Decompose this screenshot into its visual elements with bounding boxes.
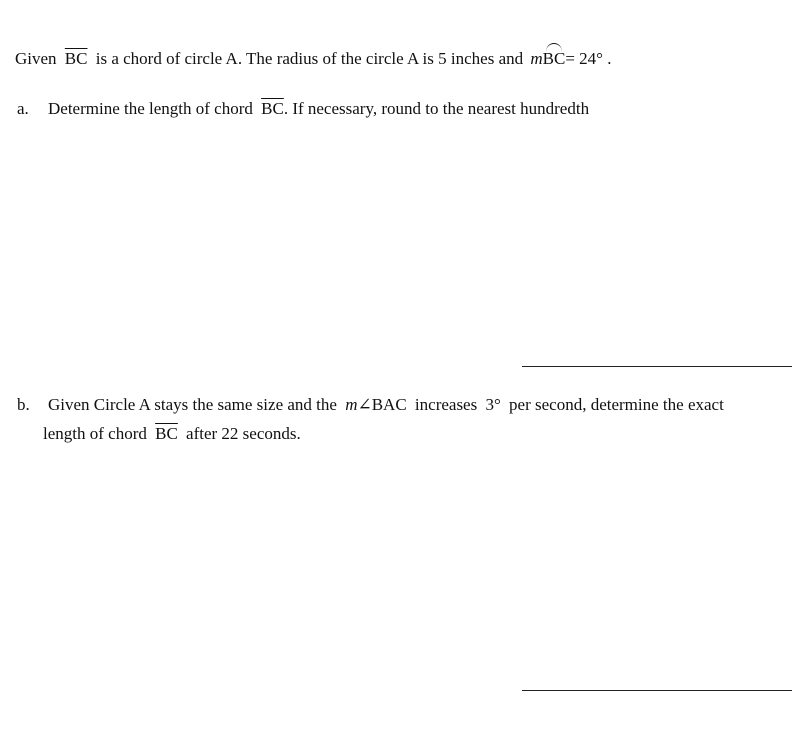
arc-value: = 24° .: [565, 49, 612, 68]
chord-bc: $\overline{BC}$: [155, 424, 178, 443]
problem-statement: [15, 49, 611, 69]
question-b-line2-end: after 22 seconds.: [186, 424, 301, 443]
arc-bc: BC: [542, 49, 566, 68]
intro-text: is a chord of circle A. The radius of the circle A is 5 inches and: [95, 49, 524, 68]
chord-bc: $\overline{BC}$: [261, 99, 284, 118]
measure-m: m: [345, 395, 358, 414]
question-b-label: b.: [17, 395, 30, 414]
question-a-text: Determine the length of chord: [48, 99, 253, 118]
chord-bc: $\overline{BC}$: [64, 49, 88, 68]
question-a-label: a.: [17, 99, 29, 118]
angle-bac: ∠BAC: [357, 395, 407, 414]
question-b-line1: [17, 395, 724, 415]
rate-value: 3°: [485, 395, 501, 414]
given-word: Given: [15, 49, 57, 68]
question-b-text2: increases: [414, 395, 478, 414]
measure-m: m: [530, 49, 543, 68]
answer-line-a[interactable]: [522, 366, 792, 367]
question-a-text-end: . If necessary, round to the nearest hundredth: [283, 99, 590, 118]
question-b-line2: [43, 424, 301, 444]
question-b-text1: Given Circle A stays the same size and the: [48, 395, 337, 414]
question-b-line2-text: length of chord: [43, 424, 147, 443]
answer-line-b[interactable]: [522, 690, 792, 691]
question-b-text3: per second, determine the exact: [509, 395, 724, 414]
question-a: [17, 99, 589, 119]
